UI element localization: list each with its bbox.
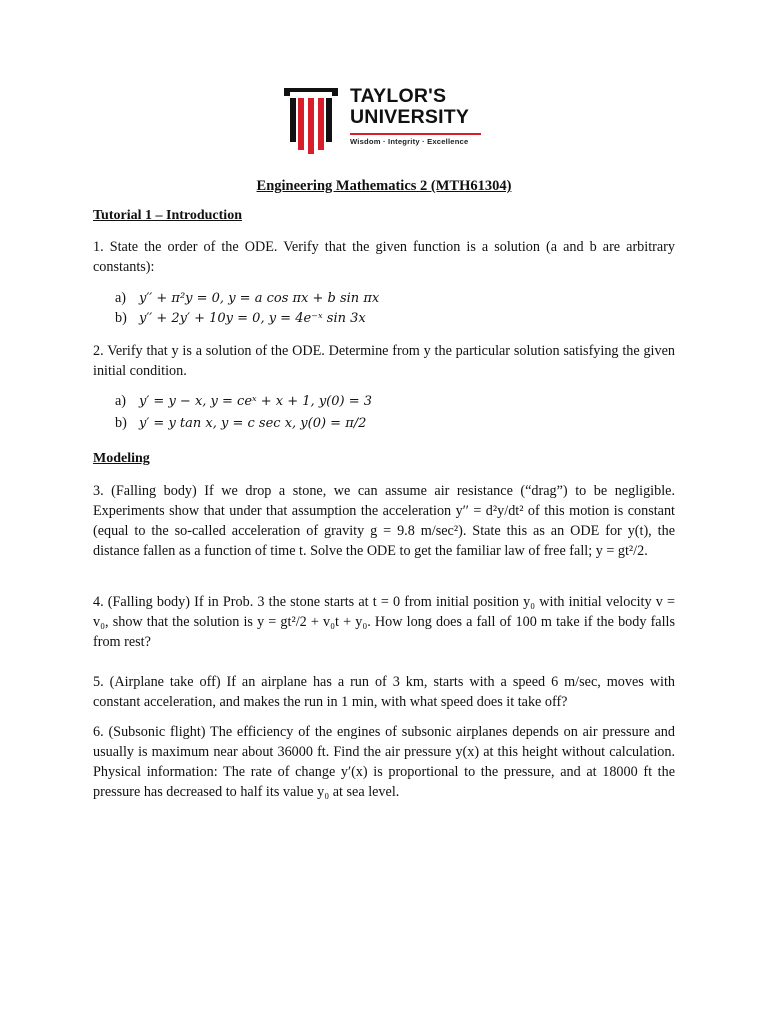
- item-label: b): [115, 310, 127, 326]
- logo-tagline: Wisdom · Integrity · Excellence: [350, 137, 469, 146]
- logo-divider: [350, 133, 481, 135]
- question-2-text: 2. Verify that y is a solution of the ODE. Determine from y the particular solution satisfying the given initial condition.: [93, 343, 675, 379]
- question-1-text: 1. State the order of the ODE. Verify that the given function is a solution (a and b are arbitrary constants):: [93, 239, 675, 275]
- logo-name-line2: UNIVERSITY: [350, 106, 470, 128]
- item-label: b): [115, 415, 127, 431]
- item-expression: y′ = y tan x, y = c sec x, y(0) = π/2: [139, 416, 367, 431]
- item-expression: y′ = y − x, y = ceˣ + x + 1, y(0) = 3: [139, 394, 373, 409]
- item-label: a): [115, 393, 127, 409]
- question-2b: [115, 415, 366, 432]
- logo-name-line1: TAYLOR'S: [350, 85, 447, 107]
- item-expression: y′′ + 2y′ + 10y = 0, y = 4e⁻ˣ sin 3x: [139, 311, 366, 326]
- question-1a: [115, 290, 379, 307]
- question-4: 4. (Falling body) If in Prob. 3 the stone starts at t = 0 from initial position y₀ with initial velocity v = v₀, show that the solution is y = gt²/2 + v₀t + y₀. How long does a fall of 100 m take if the body falls from rest?: [93, 594, 675, 650]
- item-label: a): [115, 290, 127, 306]
- modeling-heading: Modeling: [93, 451, 150, 466]
- university-crest-icon: [282, 86, 340, 154]
- question-2a: [115, 393, 372, 410]
- question-1b: [115, 310, 366, 327]
- question-1: [93, 237, 675, 277]
- item-expression: y′′ + π²y = 0, y = a cos πx + b sin πx: [139, 291, 380, 306]
- question-3: 3. (Falling body) If we drop a stone, we can assume air resistance (“drag”) to be negligible. Experiments show that under that assumption the acceleration y′′ = d²y/dt² of this motion is constant (equal to the so-called acceleration of gravity g = 9.8 m/sec²). State this as an ODE for y(t), the distance fallen as a function of time t. Solve the ODE to get the familiar law of free fall; y = gt²/2.: [93, 483, 675, 559]
- question-5: 5. (Airplane take off) If an airplane has a run of 3 km, starts with a speed 6 m/sec, moves with constant acceleration, and makes the run in 1 min, with what speed does it take off?: [93, 674, 675, 710]
- university-logo: [282, 86, 487, 156]
- document-title: Engineering Mathematics 2 (MTH61304): [256, 178, 512, 194]
- question-6: 6. (Subsonic flight) The efficiency of the engines of subsonic airplanes depends on air pressure and usually is maximum near about 36000 ft. Find the air pressure y(x) at this height without calculation. Physical information: The rate of change y′(x) is proportional to the pressure, and at 18000 ft the pressure has decreased to half its value y₀ at sea level.: [93, 724, 675, 800]
- question-2: [93, 341, 675, 381]
- tutorial-heading: Tutorial 1 – Introduction: [93, 208, 242, 223]
